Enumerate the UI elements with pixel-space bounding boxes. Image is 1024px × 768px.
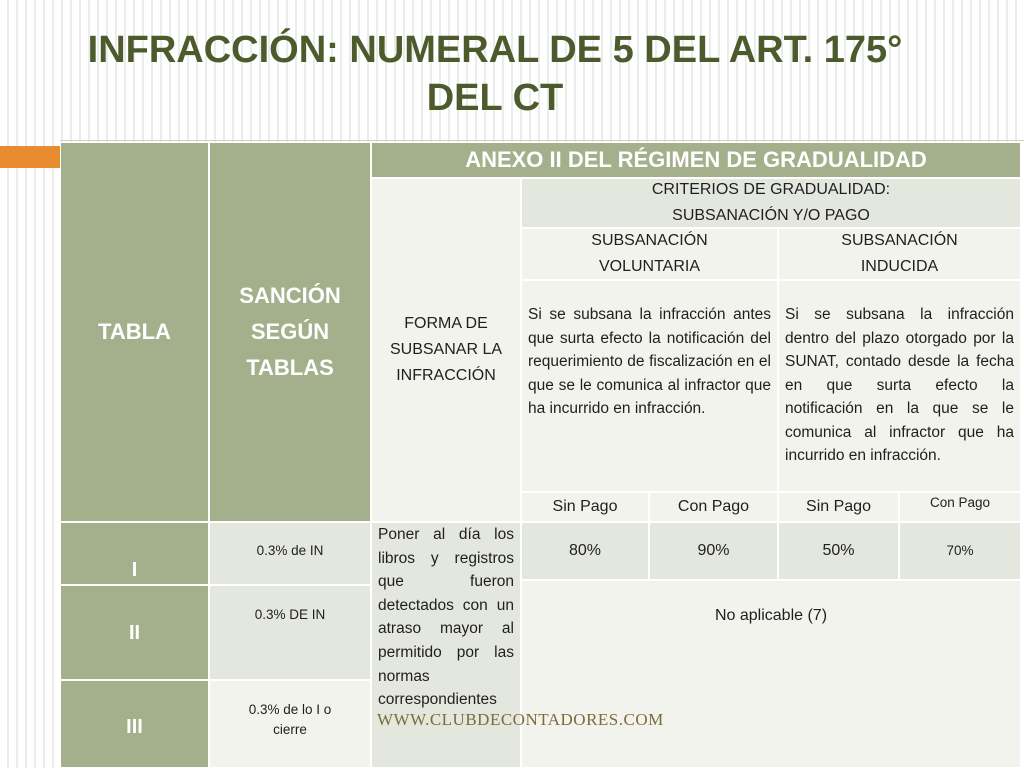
header-anexo: ANEXO II DEL RÉGIMEN DE GRADUALIDAD bbox=[371, 142, 1021, 178]
header-tabla: TABLA bbox=[60, 142, 209, 522]
orange-accent-bar bbox=[0, 146, 60, 168]
pct-inducida-sin-pago: 50% bbox=[778, 522, 899, 580]
header-subsanacion-voluntaria: SUBSANACIÓN VOLUNTARIA bbox=[521, 228, 778, 280]
header-criterios: CRITERIOS DE GRADUALIDAD: SUBSANACIÓN Y/O PAGO bbox=[521, 178, 1021, 228]
title-line-1: INFRACCIÓN: NUMERAL DE 5 DEL ART. 175° bbox=[87, 29, 903, 71]
title-line-2: DEL CT bbox=[426, 77, 564, 119]
header-con-pago-voluntaria: Con Pago bbox=[649, 492, 778, 522]
row-tabla-iii: III bbox=[60, 680, 209, 768]
slide-title bbox=[40, 26, 950, 122]
desc-inducida: Si se subsana la infracción dentro del plazo otorgado por la SUNAT, contado desde la fecha en que surta efecto la notificación en la que se le comunica al infractor que ha incurrido en infracción. bbox=[778, 280, 1021, 492]
header-subsanacion-inducida: SUBSANACIÓN INDUCIDA bbox=[778, 228, 1021, 280]
pct-voluntaria-con-pago: 90% bbox=[649, 522, 778, 580]
header-con-pago-inducida: Con Pago bbox=[899, 492, 1021, 522]
header-forma-subsanar: FORMA DE SUBSANAR LA INFRACCIÓN bbox=[371, 178, 521, 522]
pct-inducida-con-pago: 70% bbox=[899, 522, 1021, 580]
no-aplicable: No aplicable (7) bbox=[521, 580, 1021, 768]
row-tabla-i: I bbox=[60, 522, 209, 585]
header-sancion: SANCIÓN SEGÚN TABLAS bbox=[209, 142, 371, 522]
divider-line bbox=[60, 140, 1024, 141]
header-sin-pago-inducida: Sin Pago bbox=[778, 492, 899, 522]
row-sancion-ii: 0.3% DE IN bbox=[209, 585, 371, 680]
row-sancion-i: 0.3% de IN bbox=[209, 522, 371, 585]
desc-voluntaria: Si se subsana la infracción antes que surta efecto la notificación del requerimiento de fiscalización en el que se le comunica al infractor que ha incurrido en infracción. bbox=[521, 280, 778, 492]
pct-voluntaria-sin-pago: 80% bbox=[521, 522, 649, 580]
row-tabla-ii: II bbox=[60, 585, 209, 680]
row-sancion-iii: 0.3% de lo I o cierre bbox=[209, 680, 371, 768]
watermark-url: WWW.CLUBDECONTADORES.COM bbox=[377, 710, 664, 729]
forma-descripcion: Poner al día los libros y registros que fueron detectados con un atraso mayor al permitido por las normas correspondientes bbox=[371, 522, 521, 768]
header-sin-pago-voluntaria: Sin Pago bbox=[521, 492, 649, 522]
